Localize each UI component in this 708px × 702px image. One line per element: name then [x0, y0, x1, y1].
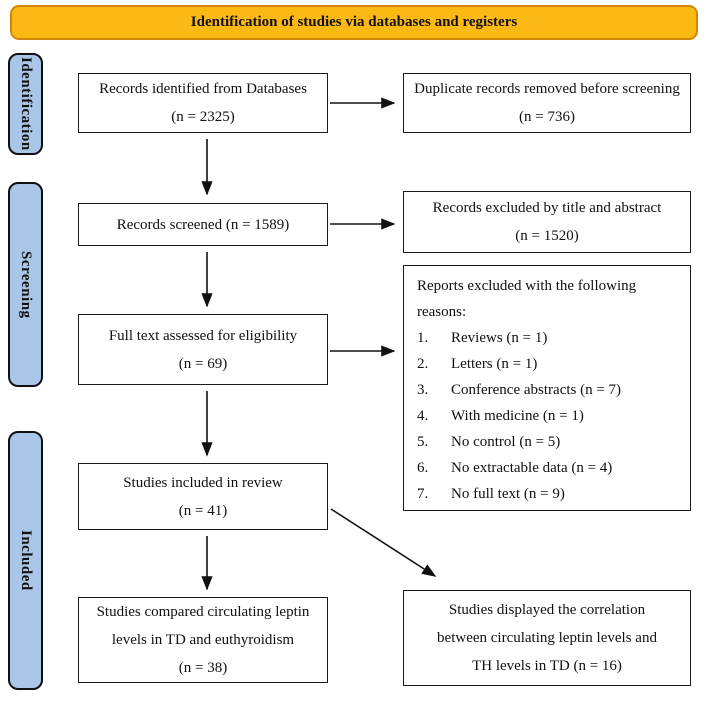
box-full-text-assessed-line1: Full text assessed for eligibility — [108, 327, 298, 344]
box-reports-excluded — [403, 265, 691, 511]
stage-screening-label: Screening — [18, 250, 34, 319]
diagram-title: Identification of studies via databases and registers — [190, 14, 518, 30]
box-studies-included-count: (n = 41) — [178, 502, 228, 519]
reason-item-3 — [417, 377, 678, 403]
arrow-included-to-correlation — [331, 509, 435, 576]
box-studies-compared-line2: levels in TD and euthyroidism — [111, 632, 295, 648]
reason-item-1-text: Reviews (n = 1) — [451, 330, 548, 346]
box-studies-compared — [78, 597, 328, 683]
box-records-identified-count: (n = 2325) — [171, 109, 235, 125]
reports-excluded-intro: Reports excluded with the following reasons: — [417, 278, 637, 320]
stage-identification — [8, 53, 43, 155]
diagram-title-banner — [10, 5, 698, 40]
box-studies-compared-line1: Studies compared circulating leptin — [96, 604, 310, 620]
box-studies-compared-count: (n = 38) — [178, 660, 228, 676]
box-studies-correlation-line1: Studies displayed the correlation — [448, 602, 646, 618]
reason-item-7 — [417, 481, 678, 507]
box-duplicates-removed-count: (n = 736) — [519, 109, 575, 125]
stage-screening — [8, 182, 43, 387]
box-duplicates-removed-line1: Duplicate records removed before screening — [414, 81, 680, 97]
reason-item-3-num: 3. — [417, 382, 429, 398]
reason-item-2 — [417, 351, 678, 377]
reason-item-4-text: With medicine (n = 1) — [451, 408, 584, 424]
box-duplicates-removed — [403, 73, 691, 133]
reason-item-7-text: No full text (n = 9) — [451, 486, 565, 502]
stage-identification-label: Identification — [18, 57, 34, 151]
reason-item-1 — [417, 325, 678, 351]
reason-item-2-num: 2. — [417, 356, 429, 372]
stage-included — [8, 431, 43, 690]
box-records-identified — [78, 73, 328, 133]
reason-item-3-text: Conference abstracts (n = 7) — [451, 382, 622, 398]
box-records-screened-line1: Records screened (n = 1589) — [116, 216, 290, 233]
reason-item-7-num: 7. — [417, 486, 429, 502]
box-records-identified-line1: Records identified from Databases — [99, 81, 307, 97]
reason-item-4-num: 4. — [417, 408, 429, 424]
reason-item-2-text: Letters (n = 1) — [451, 356, 538, 372]
box-records-screened — [78, 203, 328, 246]
box-records-excluded-line1: Records excluded by title and abstract — [432, 200, 662, 216]
reason-item-6-text: No extractable data (n = 4) — [451, 460, 613, 476]
box-records-excluded — [403, 191, 691, 253]
stage-included-label: Included — [18, 530, 34, 591]
box-studies-included — [78, 463, 328, 530]
box-full-text-assessed — [78, 314, 328, 385]
reason-item-6-num: 6. — [417, 460, 429, 476]
box-studies-correlation-line2: between circulating leptin levels and — [437, 630, 657, 646]
box-studies-correlation-count: TH levels in TD (n = 16) — [472, 658, 622, 674]
reason-item-5 — [417, 429, 678, 455]
box-studies-included-line1: Studies included in review — [123, 474, 283, 491]
reason-item-6 — [417, 455, 678, 481]
box-full-text-assessed-count: (n = 69) — [178, 355, 228, 372]
reason-item-5-text: No control (n = 5) — [451, 434, 561, 450]
box-records-excluded-count: (n = 1520) — [515, 228, 579, 244]
reason-item-1-num: 1. — [417, 330, 429, 346]
reason-item-5-num: 5. — [417, 434, 429, 450]
reason-item-4 — [417, 403, 678, 429]
box-studies-correlation — [403, 590, 691, 686]
